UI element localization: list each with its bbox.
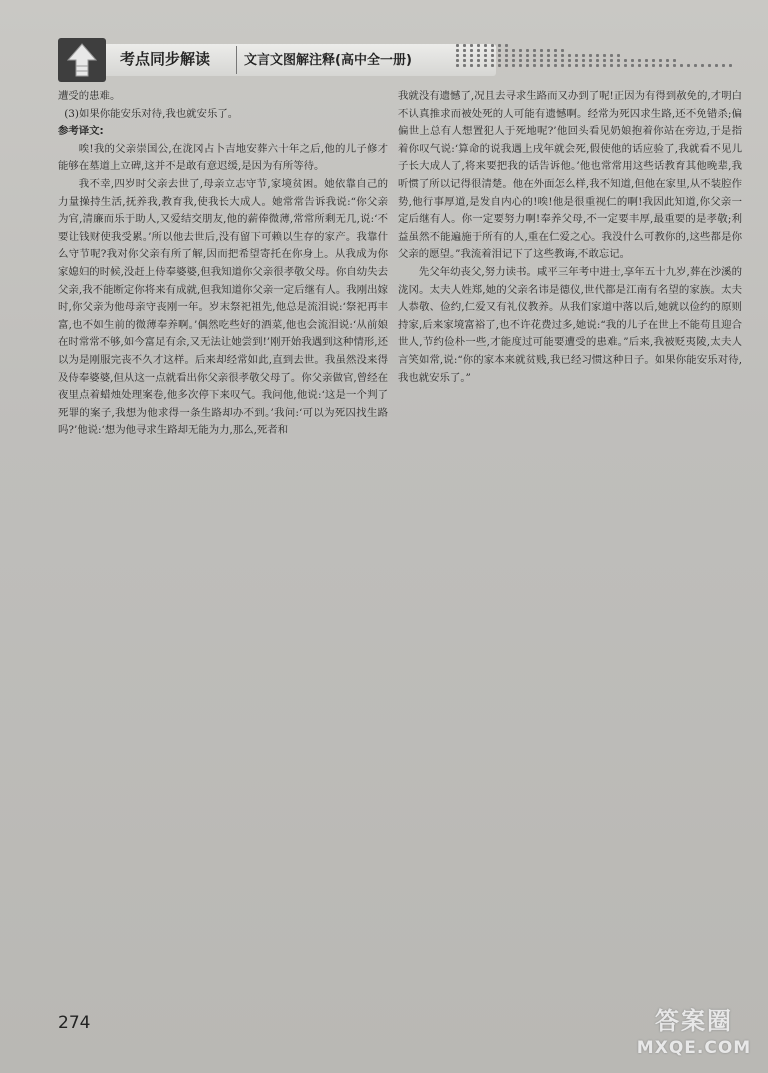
decorative-dot [659, 59, 662, 62]
decorative-dot [631, 64, 634, 67]
decorative-dot [484, 44, 487, 47]
decorative-dot [456, 49, 459, 52]
decorative-dot [575, 54, 578, 57]
decorative-dot [554, 59, 557, 62]
decorative-dot [519, 59, 522, 62]
decorative-dot [680, 64, 683, 67]
decorative-dot [533, 59, 536, 62]
decorative-dot [484, 59, 487, 62]
decorative-dot [498, 49, 501, 52]
decorative-dot [687, 64, 690, 67]
paragraph: 唉!我的父亲崇国公,在泷冈占卜吉地安葬六十年之后,他的儿子修才能够在墓道上立碑,这并不是敢有意迟缓,是因为有所等待。 [58, 142, 388, 173]
decorative-dot [610, 59, 613, 62]
decorative-dot [519, 49, 522, 52]
decorative-dot [582, 64, 585, 67]
decorative-dot [526, 54, 529, 57]
decorative-dot [638, 64, 641, 67]
decorative-dot [540, 54, 543, 57]
decorative-dot [491, 59, 494, 62]
decorative-dot [582, 59, 585, 62]
decorative-dot [456, 44, 459, 47]
decorative-dot [512, 59, 515, 62]
decorative-dot [491, 44, 494, 47]
decorative-dot [533, 54, 536, 57]
decorative-dot [477, 54, 480, 57]
decorative-dot [610, 64, 613, 67]
decorative-dot [491, 49, 494, 52]
decorative-dot [470, 59, 473, 62]
decorative-dot [470, 54, 473, 57]
decorative-dot [631, 59, 634, 62]
decorative-dot [568, 59, 571, 62]
decorative-dot [708, 64, 711, 67]
decorative-dot [463, 54, 466, 57]
decorative-dot [526, 49, 529, 52]
decorative-dot [659, 64, 662, 67]
decorative-dot [575, 59, 578, 62]
decorative-dot [456, 64, 459, 67]
page-number: 274 [58, 1013, 91, 1033]
decorative-dot [645, 59, 648, 62]
decorative-dot [456, 54, 459, 57]
header-subtitle: 文言文图解注释(高中全一册) [244, 53, 412, 68]
decorative-dot [554, 64, 557, 67]
decorative-dot [722, 64, 725, 67]
decorative-dot [582, 54, 585, 57]
header-divider [236, 46, 237, 74]
decorative-dot [561, 59, 564, 62]
decorative-dot [638, 59, 641, 62]
decorative-dot [589, 59, 592, 62]
decorative-dot [526, 64, 529, 67]
decorative-dot [547, 54, 550, 57]
decorative-dot [505, 49, 508, 52]
decorative-dot [498, 59, 501, 62]
text-line: 遭受的患难。 [58, 90, 121, 102]
decorative-dot [491, 64, 494, 67]
decorative-dot [645, 64, 648, 67]
decorative-dot [617, 54, 620, 57]
decorative-dots [456, 46, 746, 68]
decorative-dot [575, 64, 578, 67]
decorative-dot [561, 54, 564, 57]
watermark-logo [634, 1005, 754, 1067]
decorative-dot [463, 49, 466, 52]
paragraph: 我就没有遗憾了,况且去寻求生路而又办到了呢!正因为有得到赦免的,才明白不认真推求而被处死的人可能有遗憾啊。经常为死囚求生路,还不免错杀;偏偏世上总有人想置犯人于死地呢?’他回头看见奶娘抱着你站在旁边,于是指着你叹气说:‘算命的说我遇上戌年就会死,假使他的话应验了,我就看不见儿子长大成人了,将来要把我的话告诉他。’他也常常用这些话教育其他晚辈,我听惯了所以记得很清楚。他在外面怎么样,我不知道,但他在家里,从不装腔作势,他行事厚道,是发自内心的!唉!他是很重视仁的啊!我因此知道,你父亲一定后继有人。你一定要努力啊!奉养父母,不一定要丰厚,最重要的是孝敬;利益虽然不能遍施于所有的人,重在仁爱之心。我没什么可教你的,这些都是你父亲的愿望。”我流着泪记下了这些教诲,不敢忘记。 [398, 90, 742, 261]
section-label: 参考译文: [58, 125, 104, 138]
decorative-dot [463, 44, 466, 47]
decorative-dot [652, 59, 655, 62]
decorative-dot [547, 59, 550, 62]
decorative-dot [603, 59, 606, 62]
decorative-dot [498, 54, 501, 57]
decorative-dot [477, 49, 480, 52]
decorative-dot [729, 64, 732, 67]
decorative-dot [470, 64, 473, 67]
decorative-dot [561, 64, 564, 67]
decorative-dot [533, 49, 536, 52]
decorative-dot [617, 59, 620, 62]
decorative-dot [617, 64, 620, 67]
decorative-dot [561, 49, 564, 52]
decorative-dot [463, 64, 466, 67]
left-column [58, 88, 388, 440]
decorative-dot [540, 59, 543, 62]
decorative-dot [470, 49, 473, 52]
arrow-up-icon [58, 38, 106, 82]
decorative-dot [477, 59, 480, 62]
right-column [398, 88, 742, 387]
header-title: 考点同步解读 [120, 50, 211, 68]
decorative-dot [484, 49, 487, 52]
decorative-dot [554, 49, 557, 52]
decorative-dot [512, 49, 515, 52]
decorative-dot [610, 54, 613, 57]
paragraph: 我不幸,四岁时父亲去世了,母亲立志守节,家境贫困。她依靠自己的力量操持生活,抚养我,教育我,使我长大成人。她常常告诉我说:“你父亲为官,清廉而乐于助人,又爱结交朋友,他的薪俸微薄,常常所剩无几,说:‘不要让钱财使我受累。’所以他去世后,没有留下可赖以生存的家产。我靠什么守节呢?我对你父亲有所了解,因而把希望寄托在你身上。从我成为你家媳妇的时候,没赶上侍奉婆婆,但我知道你父亲很孝敬父母。你自幼失去父亲,我不能断定你将来有成就,但我知道你父亲一定后继有人。我刚出嫁时,你父亲为他母亲守丧刚一年。岁末祭祀祖先,他总是流泪说:‘祭祀再丰富,也不如生前的微薄奉养啊。’偶然吃些好的酒菜,他也会流泪说:‘从前娘在时常常不够,如今富足有余,又无法让她尝到!’刚开始我遇到这种情形,还以为是刚服完丧不久才这样。后来却经常如此,直到去世。我虽然没来得及侍奉婆婆,但从这一点就看出你父亲很孝敬父母了。你父亲做官,曾经在夜里点着蜡烛处理案卷,他多次停下来叹气。我问他,他说:‘这是一个判了死罪的案子,我想为他求得一条生路却办不到。’我问:‘可以为死囚找生路吗?’他说:‘想为他寻求生路却无能为力,那么,死者和 [58, 177, 388, 437]
decorative-dot [526, 59, 529, 62]
decorative-dot [673, 64, 676, 67]
decorative-dot [505, 64, 508, 67]
decorative-dot [477, 44, 480, 47]
decorative-dot [568, 54, 571, 57]
decorative-dot [652, 64, 655, 67]
decorative-dot [519, 64, 522, 67]
decorative-dot [533, 64, 536, 67]
decorative-dot [589, 64, 592, 67]
decorative-dot [505, 54, 508, 57]
decorative-dot [715, 64, 718, 67]
decorative-dot [505, 44, 508, 47]
decorative-dot [547, 64, 550, 67]
decorative-dot [554, 54, 557, 57]
decorative-dot [519, 54, 522, 57]
decorative-dot [498, 44, 501, 47]
decorative-dot [624, 64, 627, 67]
decorative-dot [505, 59, 508, 62]
decorative-dot [694, 64, 697, 67]
decorative-dot [456, 59, 459, 62]
decorative-dot [547, 49, 550, 52]
decorative-dot [589, 54, 592, 57]
decorative-dot [540, 64, 543, 67]
decorative-dot [484, 64, 487, 67]
decorative-dot [498, 64, 501, 67]
decorative-dot [512, 54, 515, 57]
decorative-dot [512, 64, 515, 67]
decorative-dot [701, 64, 704, 67]
decorative-dot [484, 54, 487, 57]
watermark-text-bottom: MXQE.COM [636, 1038, 752, 1058]
decorative-dot [666, 59, 669, 62]
numbered-item: (3)如果你能安乐对待,我也就安乐了。 [64, 107, 239, 120]
decorative-dot [596, 54, 599, 57]
decorative-dot [463, 59, 466, 62]
decorative-dot [673, 59, 676, 62]
decorative-dot [624, 59, 627, 62]
decorative-dot [596, 59, 599, 62]
decorative-dot [596, 64, 599, 67]
decorative-dot [477, 64, 480, 67]
page-header [58, 38, 748, 82]
decorative-dot [666, 64, 669, 67]
decorative-dot [470, 44, 473, 47]
decorative-dot [540, 49, 543, 52]
decorative-dot [603, 64, 606, 67]
decorative-dot [491, 54, 494, 57]
decorative-dot [603, 54, 606, 57]
decorative-dot [568, 64, 571, 67]
paragraph: 先父年幼丧父,努力读书。咸平三年考中进士,享年五十九岁,葬在沙溪的泷冈。太夫人姓郑,她的父亲名讳是德仪,世代都是江南有名望的家族。太夫人恭敬、俭约,仁爱又有礼仪教养。从我们家道中落以后,她就以俭约的原则持家,后来家境富裕了,也不许花费过多,她说:“我的儿子在世上不能苟且迎合世人,节约俭朴一些,才能度过可能要遭受的患难。”后来,我被贬夷陵,太夫人言笑如常,说:“你的家本来就贫贱,我已经习惯这种日子。如果你能安乐对待,我也就安乐了。” [398, 265, 742, 384]
watermark-text-top: 答案圈 [655, 1007, 733, 1035]
